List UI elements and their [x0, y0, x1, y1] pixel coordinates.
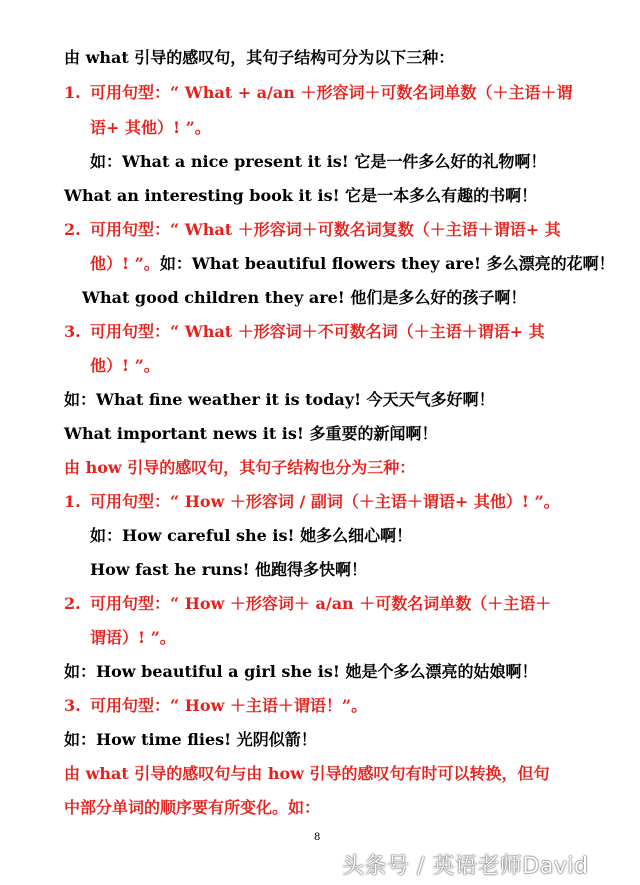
- watermark: 头条号 / 英语老师David: [342, 854, 589, 879]
- list-number: 2.: [64, 594, 81, 613]
- conversion-note: 由 what 引导的感叹句与由 how 引导的感叹句有时可以转换，但句: [64, 764, 550, 783]
- example-line: 如：What fine weather it is today! 今天天气多好啊！: [64, 390, 495, 409]
- list-number: 1.: [64, 83, 81, 102]
- list-number: 3.: [64, 322, 81, 341]
- example-line: How fast he runs! 他跑得多快啊！: [90, 560, 368, 579]
- how-pattern-3: 可用句型：“ How ＋主语＋谓语！”。: [90, 696, 368, 715]
- intro-how-heading: 由 how 引导的感叹句，其句子结构也分为三种：: [64, 458, 416, 477]
- what-pattern-2-cont: [90, 254, 615, 274]
- what-pattern-1-cont: 语+ 其他）! ”。: [90, 118, 211, 137]
- page-number: 8: [314, 832, 321, 843]
- example-line: What an interesting book it is! 它是一本多么有趣的书啊！: [64, 186, 538, 205]
- pattern-tail: 他）! ”。: [90, 254, 160, 273]
- what-pattern-3: 可用句型：“ What ＋形容词＋不可数名词（＋主语＋谓语+ 其: [90, 322, 545, 341]
- what-pattern-2: 可用句型：“ What ＋形容词＋可数名词复数（＋主语＋谓语+ 其: [90, 220, 561, 239]
- how-pattern-2: 可用句型：“ How ＋形容词＋ a/an ＋可数名词单数（＋主语＋: [90, 594, 552, 613]
- example-line: 如：How time flies! 光阴似箭！: [64, 730, 317, 749]
- list-number: 2.: [64, 220, 81, 239]
- what-pattern-1: 可用句型：“ What + a/an ＋形容词＋可数名词单数（＋主语＋谓: [90, 83, 573, 102]
- example-line: 如：How careful she is! 她多么细心啊！: [90, 526, 413, 545]
- example-line: What good children they are! 他们是多么好的孩子啊！: [82, 288, 527, 307]
- how-pattern-2-cont: 谓语）! ”。: [90, 628, 176, 647]
- intro-what-heading: 由 what 引导的感叹句，其句子结构可分为以下三种：: [64, 48, 455, 67]
- list-number: 1.: [64, 492, 81, 511]
- example-line: What important news it is! 多重要的新闻啊！: [64, 424, 438, 443]
- example-text: 如：What beautiful flowers they are! 多么漂亮的花啊！: [159, 254, 615, 273]
- list-number: 3.: [64, 696, 81, 715]
- example-line: 如：How beautiful a girl she is! 她是个多么漂亮的姑娘啊！: [64, 662, 538, 681]
- conversion-note-cont: 中部分单词的顺序要有所变化。如：: [64, 798, 321, 817]
- what-pattern-3-cont: 他）! ”。: [90, 356, 160, 375]
- how-pattern-1: 可用句型：“ How ＋形容词 / 副词（＋主语＋谓语+ 其他）! ”。: [90, 492, 560, 511]
- example-line: 如：What a nice present it is! 它是一件多么好的礼物啊！: [90, 152, 547, 171]
